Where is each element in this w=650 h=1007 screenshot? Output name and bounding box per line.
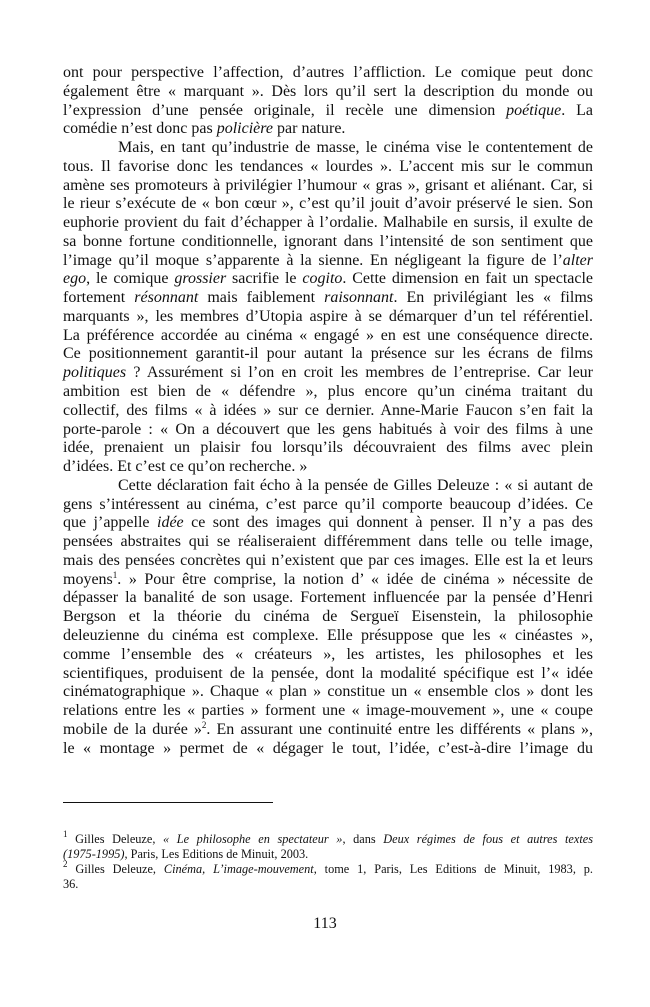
text-run: La préférence accordée au cinéma « engagé » en est une conséquence directe. bbox=[63, 326, 593, 344]
text-run: Cette déclaration fait écho à la pensée de Gilles Deleuze : « si autant de bbox=[118, 476, 593, 494]
text-line bbox=[63, 740, 593, 759]
text-run: sacrifie le bbox=[226, 270, 303, 288]
footnote-line bbox=[63, 847, 593, 862]
text-run: porte-parole : « On a découvert que les gens habitués à voir des films à une bbox=[63, 420, 593, 438]
text-line bbox=[63, 289, 593, 308]
text-run: amène ses promoteurs à privilégier l’humour « gras », grisant et aliénant. Car, si bbox=[63, 176, 593, 194]
italic-text: ego bbox=[63, 270, 87, 288]
text-line bbox=[63, 458, 593, 477]
text-run: ce sont des images qui donnent à penser. Il n’y a pas des bbox=[183, 514, 593, 532]
text-run: l’expression d’une pensée originale, il recèle une dimension bbox=[63, 101, 507, 119]
italic-text: « Le philosophe en spectateur » bbox=[163, 832, 343, 846]
italic-text: (1975-1995) bbox=[63, 847, 125, 861]
text-line bbox=[63, 64, 593, 83]
footnote-marker: 1 bbox=[63, 829, 68, 839]
text-run: euphorie provient du fait d’échapper à l’ordalie. Malhabile en sursis, il exulte de bbox=[63, 214, 593, 232]
text-run: cinématographique ». Chaque « plan » constitue un « ensemble clos » dont les bbox=[63, 683, 593, 701]
text-run: tous. Il favorise donc les tendances « lourdes ». L’accent mis sur le commun bbox=[63, 157, 593, 175]
text-line bbox=[63, 195, 593, 214]
text-line bbox=[63, 83, 593, 102]
page-number: 113 bbox=[313, 915, 337, 932]
text-run: idée, prenaient un plaisir fou lorsqu’ils découvraient des films avec plein bbox=[63, 439, 593, 457]
text-line bbox=[63, 120, 593, 139]
text-run: ambition est bien de « défendre », plus encore qu’un cinéma traitant du bbox=[63, 383, 593, 401]
text-line bbox=[63, 702, 593, 721]
text-line bbox=[63, 345, 593, 364]
text-line bbox=[63, 571, 593, 590]
text-line bbox=[63, 439, 593, 458]
italic-text: policière bbox=[216, 120, 274, 138]
text-run: ont pour perspective l’affection, d’autres l’affliction. Le comique peut donc bbox=[63, 64, 593, 81]
text-run: comme l’ensemble des « créateurs », les artistes, les philosophes et les bbox=[63, 645, 593, 663]
text-run: moyens bbox=[63, 570, 113, 588]
text-run: scientifiques, produisent de la pensée, dont la modalité spécifique est l’« idée bbox=[63, 664, 593, 682]
text-run: Mais, en tant qu’industrie de masse, le cinéma vise le contentement de bbox=[118, 139, 593, 157]
text-run: comédie n’est donc pas bbox=[63, 120, 217, 138]
italic-text: raisonnant bbox=[324, 289, 394, 307]
text-run: par nature. bbox=[273, 120, 346, 138]
text-run: d’idées. Et c’est ce qu’on recherche. » bbox=[63, 458, 308, 476]
text-run: mais des pensées concrètes qui n’existent que par ces images. Elle est la et leurs bbox=[63, 551, 593, 569]
text-line bbox=[63, 421, 593, 440]
italic-text: Deux régimes de fous et autres textes bbox=[383, 832, 594, 846]
text-run: , tome 1, Paris, Les Editions de Minuit, 1983, p. bbox=[313, 862, 593, 876]
text-run: collectif, des films « à idées » sur ce dernier. Anne-Marie Faucon s’en fait la bbox=[63, 401, 593, 419]
body-text bbox=[63, 64, 593, 758]
text-line bbox=[63, 214, 593, 233]
text-run: . En assurant une continuité entre les différents « plans », bbox=[206, 720, 593, 738]
text-line bbox=[63, 646, 593, 665]
italic-text: grossier bbox=[174, 270, 227, 288]
footnote-line bbox=[63, 829, 594, 847]
text-line bbox=[63, 665, 593, 684]
text-line bbox=[63, 364, 593, 383]
text-line bbox=[63, 270, 593, 289]
footnote-line bbox=[63, 877, 593, 892]
text-run: . La bbox=[561, 101, 593, 119]
text-line bbox=[63, 158, 593, 177]
text-line bbox=[63, 177, 593, 196]
text-run: 36. bbox=[63, 877, 79, 891]
text-run: , dans bbox=[342, 832, 384, 846]
text-run: pensées abstraites qui se réaliseraient différemment dans telle ou telle image, bbox=[63, 533, 593, 551]
text-run: mais faiblement bbox=[198, 289, 325, 307]
text-line bbox=[63, 252, 593, 271]
italic-text: alter bbox=[562, 251, 593, 269]
text-run: le « montage » permet de « dégager le tout, l’idée, c’est-à-dire l’image du bbox=[63, 739, 593, 757]
text-line bbox=[63, 477, 593, 496]
text-run: , le comique bbox=[86, 270, 175, 288]
text-line bbox=[63, 721, 593, 740]
italic-text: politiques bbox=[63, 364, 127, 382]
text-line bbox=[63, 683, 593, 702]
text-line bbox=[63, 608, 593, 627]
text-run: le rieur s’exécute de « bon cœur », c’est qu’il jouit d’avoir préservé le sien. Son bbox=[63, 195, 593, 213]
italic-text: cogito bbox=[302, 270, 343, 288]
text-line bbox=[63, 496, 593, 515]
text-line bbox=[63, 552, 593, 571]
text-run: dépasser la banalité de son usage. Fortement influencée par la pensée d’Henri bbox=[63, 589, 593, 607]
text-run: également être « marquant ». Dès lors qu’il sert la description du monde ou bbox=[63, 82, 593, 100]
text-line bbox=[63, 383, 593, 402]
italic-text: poétique bbox=[506, 101, 562, 119]
text-line bbox=[63, 533, 593, 552]
footnote-separator bbox=[63, 802, 273, 803]
footnotes bbox=[63, 829, 594, 892]
footnote-marker: 2 bbox=[63, 859, 68, 869]
italic-text: Cinéma, L’image-mouvement bbox=[163, 862, 314, 876]
text-line bbox=[63, 308, 593, 327]
text-run: que j’appelle bbox=[63, 514, 157, 532]
text-run: Bergson et la théorie du cinéma de Sergueï Eisenstein, la philosophie bbox=[63, 608, 593, 626]
text-run: Gilles Deleuze, bbox=[67, 862, 164, 876]
text-run: Ce positionnement garantit-il pour autant la présence sur les écrans de films bbox=[63, 345, 593, 363]
text-run: . En privilégiant les « films bbox=[393, 289, 593, 307]
text-run: ? Assurément si l’on en croit les membres de l’entreprise. Car leur bbox=[126, 364, 593, 382]
italic-text: idée bbox=[157, 514, 184, 532]
text-run: . Cette dimension en fait un spectacle bbox=[342, 270, 594, 288]
footnote-marker: 2 bbox=[201, 719, 207, 730]
text-run: gens s’intéressent au cinéma, c’est parce qu’il comporte beaucoup d’idées. Ce bbox=[63, 495, 593, 513]
text-run: , Paris, Les Editions de Minuit, 2003. bbox=[124, 847, 309, 861]
text-run: relations entre les « parties » forment une « image-mouvement », une « coupe bbox=[63, 702, 593, 720]
text-run: l’image qu’il moque s’apparente à la sienne. En négligeant la figure de l’ bbox=[63, 251, 563, 269]
text-line bbox=[63, 102, 593, 121]
text-run: fortement bbox=[63, 289, 135, 307]
text-line bbox=[63, 589, 593, 608]
text-line bbox=[63, 627, 593, 646]
text-run: sa bonne fortune conditionnelle, ignorant dans l’intensité de son sentiment que bbox=[63, 232, 593, 250]
text-line bbox=[63, 233, 593, 252]
text-line bbox=[63, 327, 593, 346]
italic-text: résonnant bbox=[134, 289, 199, 307]
text-line bbox=[63, 514, 593, 533]
text-run: Gilles Deleuze, bbox=[67, 832, 164, 846]
text-run: mobile de la durée » bbox=[63, 720, 202, 738]
text-line bbox=[63, 402, 593, 421]
text-run: . » Pour être comprise, la notion d’ « idée de cinéma » nécessite de bbox=[117, 570, 593, 588]
text-run: marquants », les membres d’Utopia aspire à se démarquer d’un tel référentiel. bbox=[63, 307, 593, 325]
text-line bbox=[63, 139, 593, 158]
footnote-marker: 1 bbox=[112, 569, 118, 580]
footnote-line bbox=[63, 859, 593, 877]
text-run: deleuzienne du cinéma est complexe. Elle présuppose que les « cinéastes », bbox=[63, 626, 593, 644]
